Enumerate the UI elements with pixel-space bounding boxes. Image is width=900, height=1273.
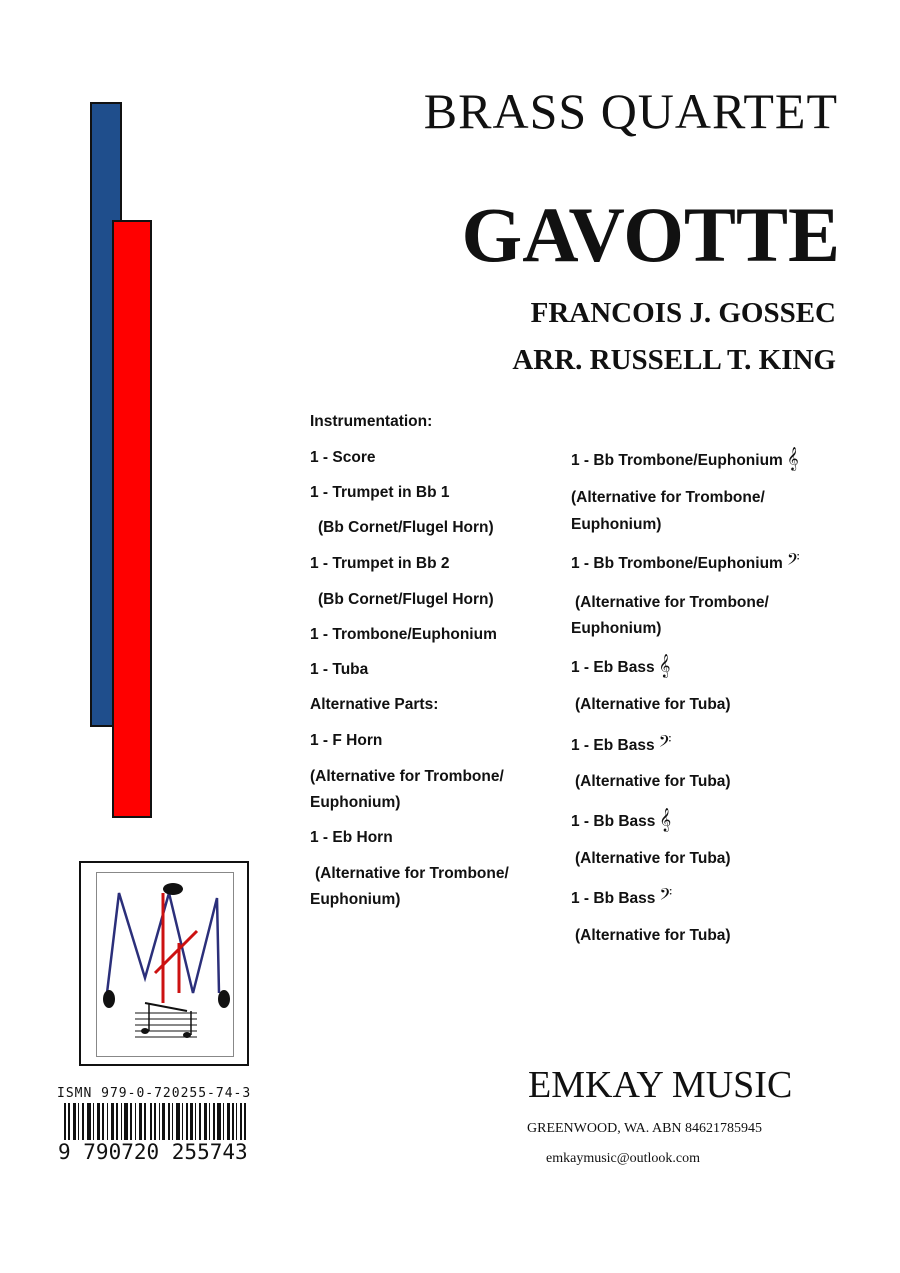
list-item: 1 - Bb Trombone/Euphonium 𝄢 (571, 549, 800, 573)
list-item: (Alternative for Tuba) (575, 850, 731, 867)
arranger-name: ARR. RUSSELL T. KING (512, 344, 836, 376)
logo-inner-frame (96, 872, 234, 1057)
list-item: (Alternative for Trombone/ (575, 594, 769, 611)
piece-title: GAVOTTE (461, 191, 840, 278)
list-item: (Alternative for Trombone/ (315, 865, 509, 882)
list-item: 1 - Trombone/Euphonium (310, 626, 497, 643)
list-item: 1 - Trumpet in Bb 1 (310, 484, 450, 501)
list-item: Euphonium) (310, 891, 401, 908)
bass-clef-icon: 𝄢 (658, 731, 672, 755)
list-item: 1 - Tuba (310, 661, 369, 678)
mk-music-logo-icon (97, 873, 233, 1056)
list-item: (Bb Cornet/Flugel Horn) (318, 519, 494, 536)
list-item: 1 - Eb Bass 𝄢 (571, 731, 672, 755)
list-item: Euphonium) (310, 794, 401, 811)
list-item: (Alternative for Tuba) (575, 773, 731, 790)
publisher-name: EMKAY MUSIC (528, 1064, 793, 1106)
list-item: (Alternative for Tuba) (575, 696, 731, 713)
list-item: 1 - Bb Bass 𝄢 (571, 884, 673, 908)
isbn-text: ISMN 979-0-720255-74-3 (57, 1086, 252, 1101)
emkay-logo (79, 861, 249, 1066)
list-item: (Alternative for Trombone/ (310, 768, 504, 785)
treble-clef-icon: 𝄞 (658, 653, 671, 677)
treble-clef-icon: 𝄞 (659, 807, 672, 831)
list-item: 1 - Score (310, 449, 376, 466)
list-item: 1 - Eb Bass 𝄞 (571, 653, 671, 677)
bass-clef-icon: 𝄢 (786, 549, 800, 573)
instrumentation-heading: Instrumentation: (310, 413, 433, 430)
alternative-parts-heading: Alternative Parts: (310, 696, 439, 713)
composer-name: FRANCOIS J. GOSSEC (530, 297, 836, 329)
publisher-address: GREENWOOD, WA. ABN 84621785945 (527, 1121, 763, 1136)
list-item: 1 - F Horn (310, 732, 383, 749)
treble-clef-icon: 𝄞 (786, 446, 799, 470)
list-item: (Alternative for Tuba) (575, 927, 731, 944)
list-item: 1 - Bb Bass 𝄞 (571, 807, 672, 831)
list-item: (Bb Cornet/Flugel Horn) (318, 591, 494, 608)
list-item: 1 - Bb Trombone/Euphonium 𝄞 (571, 446, 799, 470)
series-title: BRASS QUARTET (423, 83, 838, 139)
publisher-email: emkaymusic@outlook.com (546, 1151, 701, 1166)
barcode-digits: 9 790720 255743 (58, 1140, 248, 1164)
list-item: Euphonium) (571, 620, 662, 637)
bass-clef-icon: 𝄢 (659, 884, 673, 908)
list-item: Euphonium) (571, 516, 662, 533)
list-item: 1 - Trumpet in Bb 2 (310, 555, 450, 572)
list-item: (Alternative for Trombone/ (571, 489, 765, 506)
list-item: 1 - Eb Horn (310, 829, 393, 846)
